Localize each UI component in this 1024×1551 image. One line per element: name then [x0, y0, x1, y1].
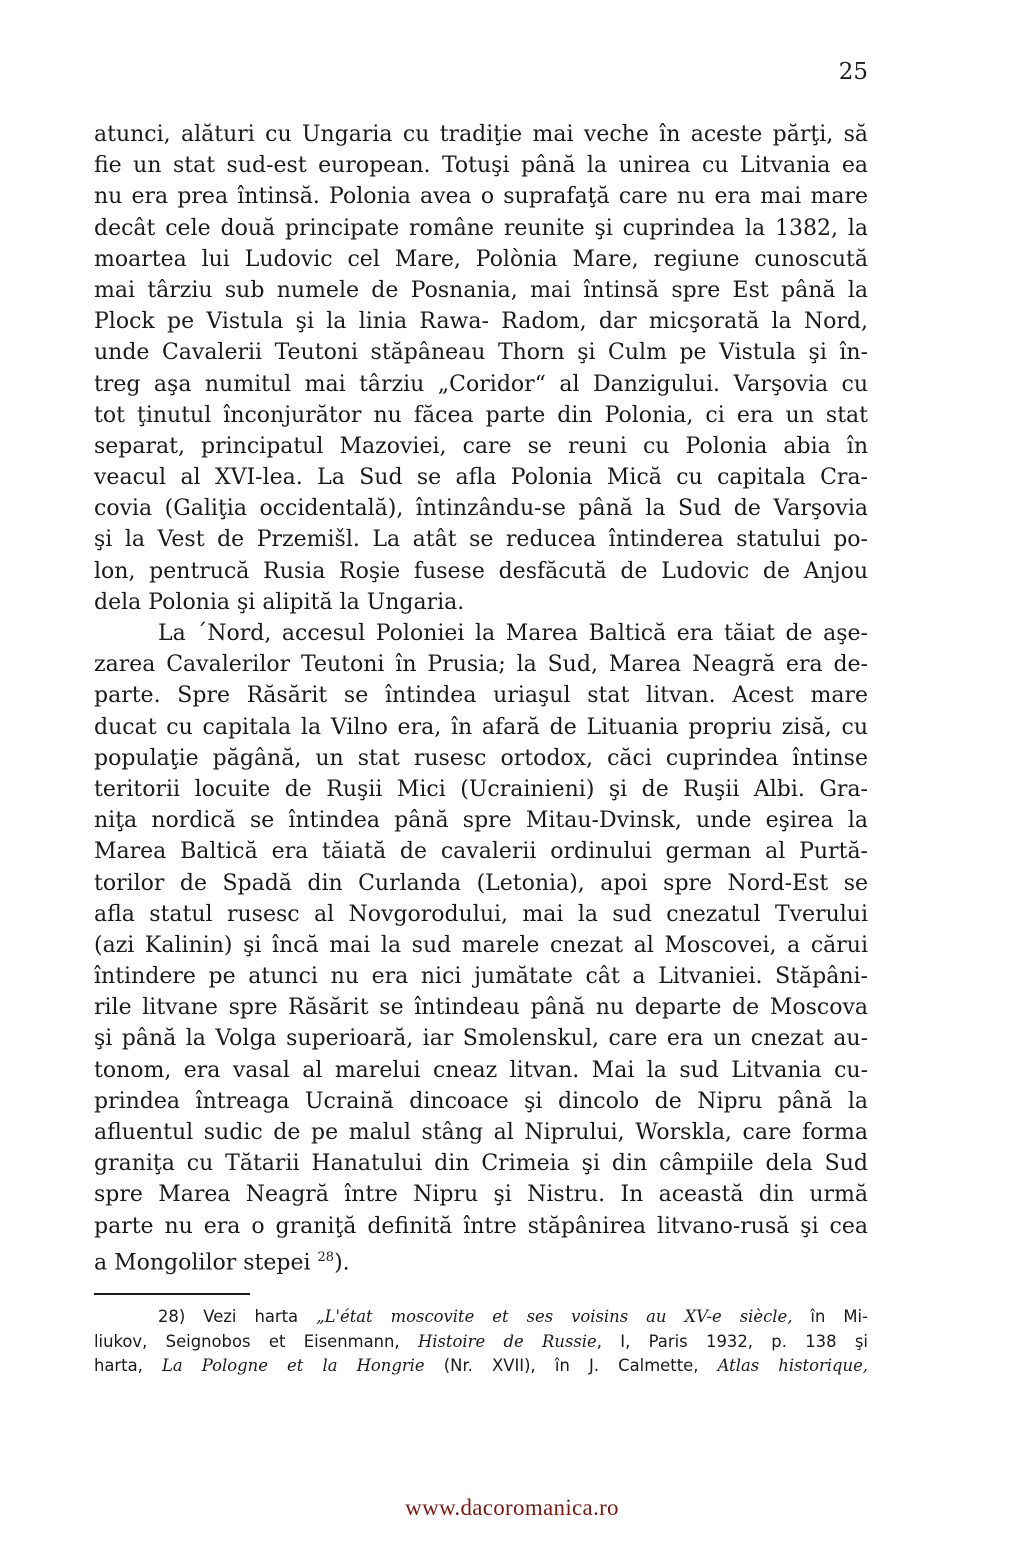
text-line: tot ţinutul înconjurător nu făcea parte din Polonia, ci era un stat: [94, 402, 868, 428]
footnote-text: liukov, Seignobos et Eisenmann,: [94, 1331, 418, 1351]
text-line: Marea Baltică era tăiată de cavalerii ordinului german al Purtă-: [94, 839, 868, 865]
text-line: decât cele două principate române reunite şi cuprindea la 1382, la: [94, 215, 868, 241]
text-line: lon, pentrucă Rusia Roşie fusese desfăcută de Ludovic de Anjou: [94, 558, 868, 584]
text-line: unde Cavalerii Teutoni stăpâneau Thorn şi Culm pe Vistula şi în-: [94, 340, 868, 366]
text-line: tonom, era vasal al marelui cneaz litvan. Mai la sud Litvania cu-: [94, 1057, 868, 1083]
text-line: separat, principatul Mazoviei, care se reuni cu Polonia abia în: [94, 433, 868, 459]
text-line: graniţa cu Tătarii Hanatului din Crimeia şi din câmpiile dela Sud: [94, 1151, 868, 1177]
text-line: spre Marea Neagră între Nipru şi Nistru. In această din urmă: [94, 1182, 868, 1208]
text-line: torilor de Spadă din Curlanda (Letonia), apoi spre Nord-Est se: [94, 870, 868, 896]
text-line: rile litvane spre Răsărit se întindeau până nu departe de Moscova: [94, 995, 868, 1021]
footnote-text: , I, Paris 1932, p. 138 şi: [596, 1331, 868, 1351]
text-line: dela Polonia şi alipită la Ungaria.: [94, 589, 465, 615]
text-line-final-words: a Mongolilor stepei: [94, 1250, 311, 1276]
footnote-text: (Nr. XVII), în J. Calmette,: [424, 1356, 718, 1375]
text-line: parte. Spre Răsărit se întindea uriaşul stat litvan. Acest mare: [94, 683, 868, 709]
footnote-map-title: „L'état moscovite et ses voisins au XV-e siècle,: [316, 1307, 793, 1326]
footnote-map-title: La Pologne et la Hongrie: [162, 1356, 425, 1375]
text-line: afla statul rusesc al Novgorodului, mai la sud cnezatul Tverului: [94, 901, 868, 927]
text-line: niţa nordică se întindea până spre Mitau-Dvinsk, unde eşirea la: [94, 808, 868, 834]
text-line: nu era prea întinsă. Polonia avea o suprafaţă care nu era mai mare: [94, 184, 868, 210]
page-number: 25: [838, 59, 868, 85]
text-line: fie un stat sud-est european. Totuşi până la unirea cu Litvania ea: [94, 153, 868, 179]
body-text: [94, 119, 868, 1276]
text-line: afluentul sudic de pe malul stâng al Niprului, Worskla, care forma: [94, 1120, 868, 1145]
footnote-line: [94, 1305, 868, 1330]
footnote-text: harta,: [94, 1356, 162, 1375]
text-line: teritorii locuite de Ruşii Mici (Ucrainieni) şi de Ruşii Albi. Gra-: [94, 776, 868, 802]
text-line: zarea Cavalerilor Teutoni în Prusia; la Sud, Marea Neagră era de-: [94, 652, 868, 678]
text-line: mai târziu sub numele de Posnania, mai întinsă spre Est până la: [94, 277, 868, 303]
text-line: prindea întreaga Ucraină dincoace şi dincolo de Nipru până la: [94, 1088, 868, 1114]
footnote-line: [94, 1354, 868, 1379]
footnote-atlas-title: Atlas historique,: [717, 1356, 868, 1375]
text-line: atunci, alături cu Ungaria cu tradiţie mai veche în aceste părţi, să: [94, 122, 868, 147]
text-line: şi până la Volga superioară, iar Smolenskul, care era un cnezat au-: [94, 1026, 868, 1052]
footnote-text: în Mi-: [792, 1307, 868, 1326]
text-line: ducat cu capitala la Vilno era, în afară de Lituania propriu zisă, cu: [94, 714, 868, 740]
footnotes: [94, 1305, 868, 1379]
footnote-number-text: 28) Vezi harta: [158, 1307, 317, 1326]
text-line: covia (Galiţia occidentală), întinzându-se până la Sud de Varşovia: [94, 496, 868, 522]
website-watermark[interactable]: www.dacoromanica.ro: [405, 1495, 619, 1520]
footnote-line: [94, 1330, 868, 1355]
text-line: Plock pe Vistula şi la linia Rawa- Radom, dar micşorată la Nord,: [94, 309, 868, 335]
text-line: populaţie păgână, un stat rusesc ortodox, căci cuprindea întinse: [94, 745, 868, 771]
footnote-reference[interactable]: 28: [317, 1249, 335, 1265]
text-line: (azi Kalinin) şi încă mai la sud marele cnezat al Moscovei, a cărui: [94, 932, 868, 958]
footnote-divider: [94, 1293, 250, 1295]
paragraph-start-line: La ´Nord, accesul Poloniei la Marea Baltică era tăiat de aşe-: [158, 621, 868, 646]
text-line: parte nu era o graniţă definită între stăpânirea litvano-rusă şi cea: [94, 1213, 868, 1239]
text-line: întindere pe atunci nu era nici jumătate cât a Litvaniei. Stăpâni-: [94, 964, 868, 990]
text-line: treg aşa numitul mai târziu „Coridor“ al Danzigului. Varşovia cu: [94, 371, 868, 397]
text-line: moartea lui Ludovic cel Mare, Polònia Mare, regiune cunoscută: [94, 246, 868, 272]
text-line-final: [94, 1242, 868, 1276]
text-line: şi la Vest de Przemišl. La atât se reducea întinderea statului po-: [94, 527, 868, 553]
footnote-book-title: Histoire de Russie: [417, 1331, 597, 1351]
text-line-final-end: ).: [334, 1250, 350, 1276]
text-line: veacul al XVI-lea. La Sud se afla Polonia Mică cu capitala Cra-: [94, 465, 868, 491]
